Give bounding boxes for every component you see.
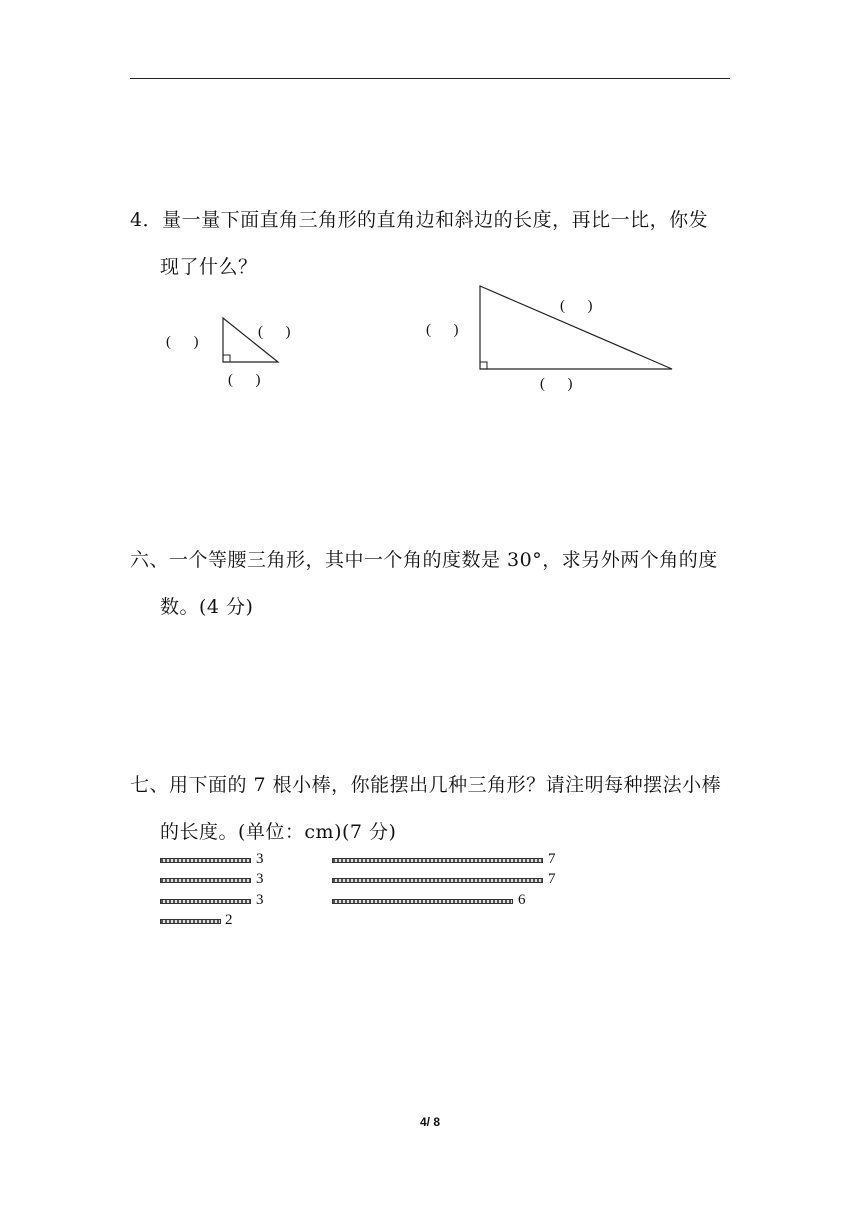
page-number: 4/ 8 xyxy=(419,1115,440,1129)
blank-small-hypotenuse[interactable]: ( ) xyxy=(258,324,291,340)
blank-large-leg-vertical[interactable]: ( ) xyxy=(426,322,459,338)
stick-7cm-b xyxy=(332,878,543,883)
stick-label: 3 xyxy=(256,871,264,887)
stick-6cm xyxy=(332,899,513,904)
q6-line2: 数。(4 分) xyxy=(160,596,254,618)
stick-2cm xyxy=(160,919,221,924)
stick-7cm-a xyxy=(332,858,543,863)
stick-label: 6 xyxy=(518,892,526,908)
stick-3cm-a xyxy=(160,858,251,863)
blank-large-hypotenuse[interactable]: ( ) xyxy=(560,298,593,314)
q7-line2: 的长度。(单位：cm)(7 分) xyxy=(160,821,397,843)
stick-3cm-b xyxy=(160,878,251,883)
stick-label: 7 xyxy=(548,871,556,887)
q6-line1: 六、一个等腰三角形，其中一个角的度数是 30°，求另外两个角的度 xyxy=(130,549,718,571)
blank-large-leg-horizontal[interactable]: ( ) xyxy=(540,376,573,392)
stick-label: 3 xyxy=(256,851,264,867)
stick-3cm-c xyxy=(160,899,251,904)
blank-small-leg-horizontal[interactable]: ( ) xyxy=(228,372,261,388)
stick-label: 3 xyxy=(256,892,264,908)
q4-line1: 4．量一量下面直角三角形的直角边和斜边的长度，再比一比，你发 xyxy=(130,209,709,231)
stick-label: 2 xyxy=(225,912,233,928)
blank-small-leg-vertical[interactable]: ( ) xyxy=(166,334,199,350)
stick-label: 7 xyxy=(548,851,556,867)
q4-line2: 现了什么？ xyxy=(160,256,258,278)
q7-line1: 七、用下面的 7 根小棒，你能摆出几种三角形？请注明每种摆法小棒 xyxy=(130,774,722,796)
